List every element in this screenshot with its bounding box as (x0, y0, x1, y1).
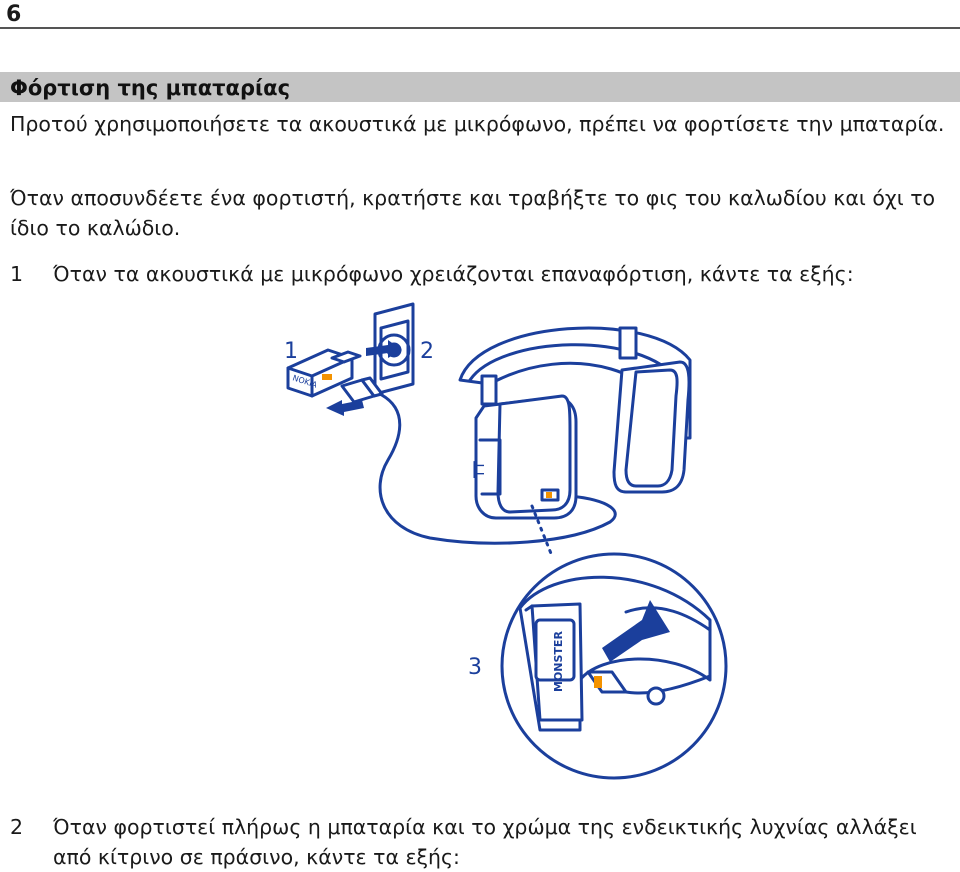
step-text: Όταν τα ακουστικά με μικρόφωνο χρειάζονται επαναφόρτιση, κάντε τα εξής: (53, 262, 854, 286)
section-title: Φόρτιση της μπαταρίας (10, 76, 291, 100)
right-ear-cup (614, 362, 689, 492)
step-number: 2 (10, 815, 24, 839)
left-ear-cup (472, 396, 576, 518)
svg-text:TT: TT (472, 461, 488, 478)
charging-illustration (270, 300, 730, 790)
callout-label-2: 2 (420, 339, 434, 364)
step-number: 1 (10, 262, 24, 286)
callout-label-3: 3 (468, 655, 482, 680)
headphone-brand-label: MONSTER (552, 631, 565, 692)
callout-label-1: 1 (284, 339, 298, 364)
detail-magnified-view (502, 554, 726, 778)
charger-brand-label: NOKIA (291, 373, 319, 390)
insert-arrow-icon (326, 400, 364, 416)
header-rule (0, 27, 960, 29)
intro-paragraph: Προτού χρησιμοποιήσετε τα ακουστικά με μικρόφωνο, πρέπει να φορτίσετε την μπαταρία. (10, 112, 945, 136)
page-number: 6 (6, 2, 22, 27)
disconnect-note-paragraph: Όταν αποσυνδέετε ένα φορτιστή, κρατήστε και τραβήξτε το φις του καλωδίου και όχι το ίδιο το καλώδιο. (10, 186, 936, 240)
step-text: Όταν φορτιστεί πλήρως η μπαταρία και το χρώμα της ενδεικτικής λυχνίας αλλάξει από κίτρινο σε πράσινο, κάντε τα εξής: (53, 815, 917, 869)
